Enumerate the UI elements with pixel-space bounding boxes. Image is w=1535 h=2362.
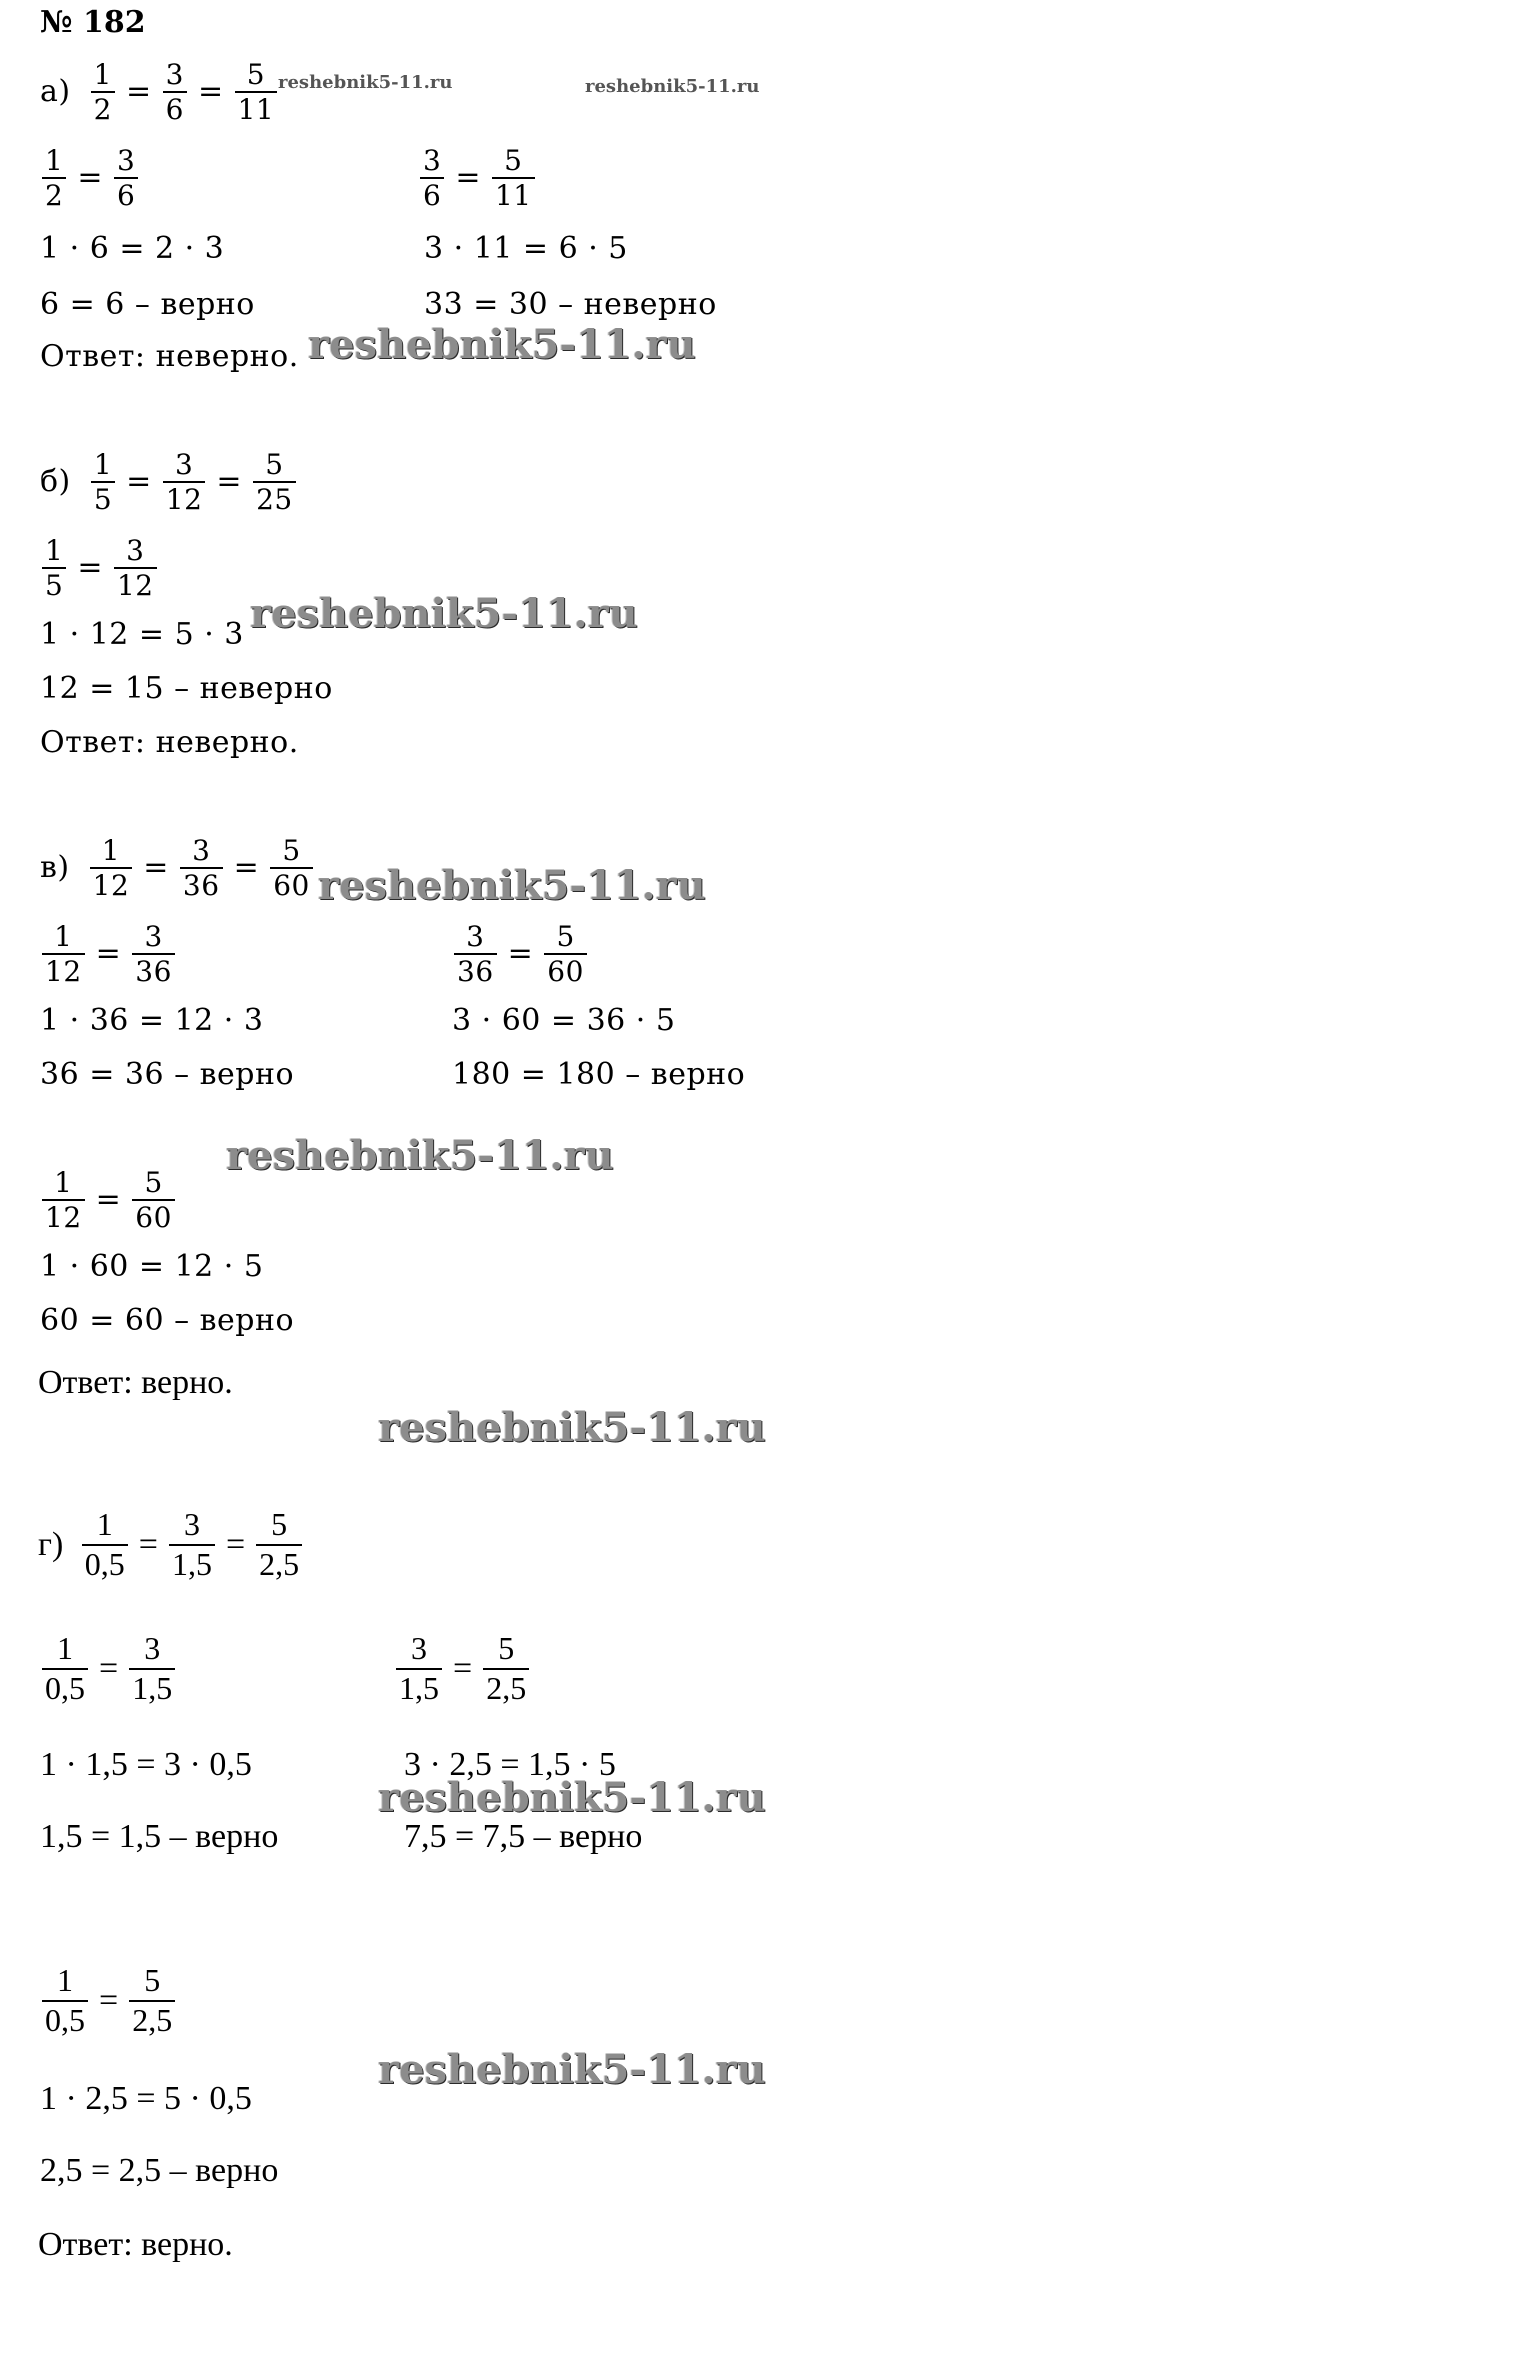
- part-g-label: г): [38, 1525, 64, 1563]
- part-b-label: б): [40, 464, 71, 500]
- part-a-heading: а) $\frac{1}{2}$ = $\frac{3}{6}$ = $\frac{5}{11}$: [40, 60, 279, 125]
- part-v-right-line2: 180 = 180 – верно: [452, 1057, 746, 1092]
- watermark: reshebnik5-11.ru: [318, 862, 706, 909]
- fraction: $\frac{1}{12}$: [90, 836, 133, 901]
- fraction: $\frac{5}{11}$: [235, 60, 278, 125]
- part-b-proportion: $\frac{1}{5}$ = $\frac{3}{12}$: [40, 536, 159, 601]
- part-g-right-line1: 3 · 2,5 = 1,5 · 5: [404, 1746, 616, 1783]
- part-a-right-proportion: $\frac{3}{6}$ = $\frac{5}{11}$: [418, 146, 537, 211]
- fraction: $\frac{3}{12}$: [163, 450, 206, 515]
- part-g-right-line2: 7,5 = 7,5 – верно: [404, 1818, 643, 1855]
- fraction: $\frac{1}{5}$: [91, 450, 115, 515]
- fraction: $\frac{5}{25}$: [253, 450, 296, 515]
- part-a-right-line2: 33 = 30 – неверно: [424, 287, 717, 322]
- part-g-left-line2: 1,5 = 1,5 – верно: [40, 1818, 279, 1855]
- problem-number: № 182: [40, 5, 146, 40]
- fraction: $\frac{5}{60}$: [270, 836, 313, 901]
- watermark: reshebnik5-11.ru: [378, 1774, 766, 1821]
- part-v-heading: в) $\frac{1}{12}$ = $\frac{3}{36}$ = $\frac{5}{60}$: [40, 836, 315, 901]
- part-g-right-proportion: $\frac{3}{1,5}$ = $\frac{5}{2,5}$: [394, 1632, 531, 1705]
- part-g-answer: Ответ: верно.: [38, 2226, 233, 2263]
- part-v-third-line1: 1 · 60 = 12 · 5: [40, 1249, 264, 1284]
- part-a-label: а): [40, 74, 71, 110]
- fraction: $\frac{3}{1,5}$: [169, 1508, 215, 1581]
- part-b-answer: Ответ: неверно.: [40, 725, 299, 760]
- part-v-right-proportion: $\frac{3}{36}$ = $\frac{5}{60}$: [452, 922, 589, 987]
- part-v-left-line1: 1 · 36 = 12 · 3: [40, 1003, 264, 1038]
- part-g-left-line1: 1 · 1,5 = 3 · 0,5: [40, 1746, 252, 1783]
- watermark: reshebnik5-11.ru: [378, 2046, 766, 2093]
- part-v-answer: Ответ: верно.: [38, 1364, 233, 1401]
- part-g-third-proportion: $\frac{1}{0,5}$ = $\frac{5}{2,5}$: [40, 1964, 177, 2037]
- watermark: reshebnik5-11.ru: [378, 1404, 766, 1451]
- part-g-third-line2: 2,5 = 2,5 – верно: [40, 2152, 279, 2189]
- fraction: $\frac{3}{36}$: [180, 836, 223, 901]
- part-b-line1: 1 · 12 = 5 · 3: [40, 617, 244, 652]
- part-b-line2: 12 = 15 – неверно: [40, 671, 333, 706]
- part-v-third-line2: 60 = 60 – верно: [40, 1303, 295, 1338]
- part-b-heading: б) $\frac{1}{5}$ = $\frac{3}{12}$ = $\frac{5}{25}$: [40, 450, 298, 515]
- fraction: $\frac{3}{6}$: [163, 60, 187, 125]
- watermark: reshebnik5-11.ru: [585, 76, 760, 97]
- fraction: $\frac{1}{2}$: [91, 60, 115, 125]
- watermark: reshebnik5-11.ru: [226, 1132, 614, 1179]
- part-g-heading: г) $\frac{1}{0,5}$ = $\frac{3}{1,5}$ = $\frac{5}{2,5}$: [38, 1508, 304, 1581]
- watermark: reshebnik5-11.ru: [308, 321, 696, 368]
- part-a-right-line1: 3 · 11 = 6 · 5: [424, 231, 628, 266]
- part-a-left-line1: 1 · 6 = 2 · 3: [40, 231, 225, 266]
- fraction: $\frac{1}{0,5}$: [82, 1508, 128, 1581]
- watermark: reshebnik5-11.ru: [278, 72, 453, 93]
- part-v-left-proportion: $\frac{1}{12}$ = $\frac{3}{36}$: [40, 922, 177, 987]
- part-g-left-proportion: $\frac{1}{0,5}$ = $\frac{3}{1,5}$: [40, 1632, 177, 1705]
- part-v-third-proportion: $\frac{1}{12}$ = $\frac{5}{60}$: [40, 1168, 177, 1233]
- part-a-left-line2: 6 = 6 – верно: [40, 287, 255, 322]
- fraction: $\frac{5}{2,5}$: [256, 1508, 302, 1581]
- part-a-answer: Ответ: неверно.: [40, 339, 299, 374]
- part-v-left-line2: 36 = 36 – верно: [40, 1057, 295, 1092]
- part-g-third-line1: 1 · 2,5 = 5 · 0,5: [40, 2080, 252, 2117]
- part-v-right-line1: 3 · 60 = 36 · 5: [452, 1003, 676, 1038]
- part-v-label: в): [40, 850, 70, 886]
- part-a-left-proportion: $\frac{1}{2}$ = $\frac{3}{6}$: [40, 146, 140, 211]
- watermark: reshebnik5-11.ru: [250, 590, 638, 637]
